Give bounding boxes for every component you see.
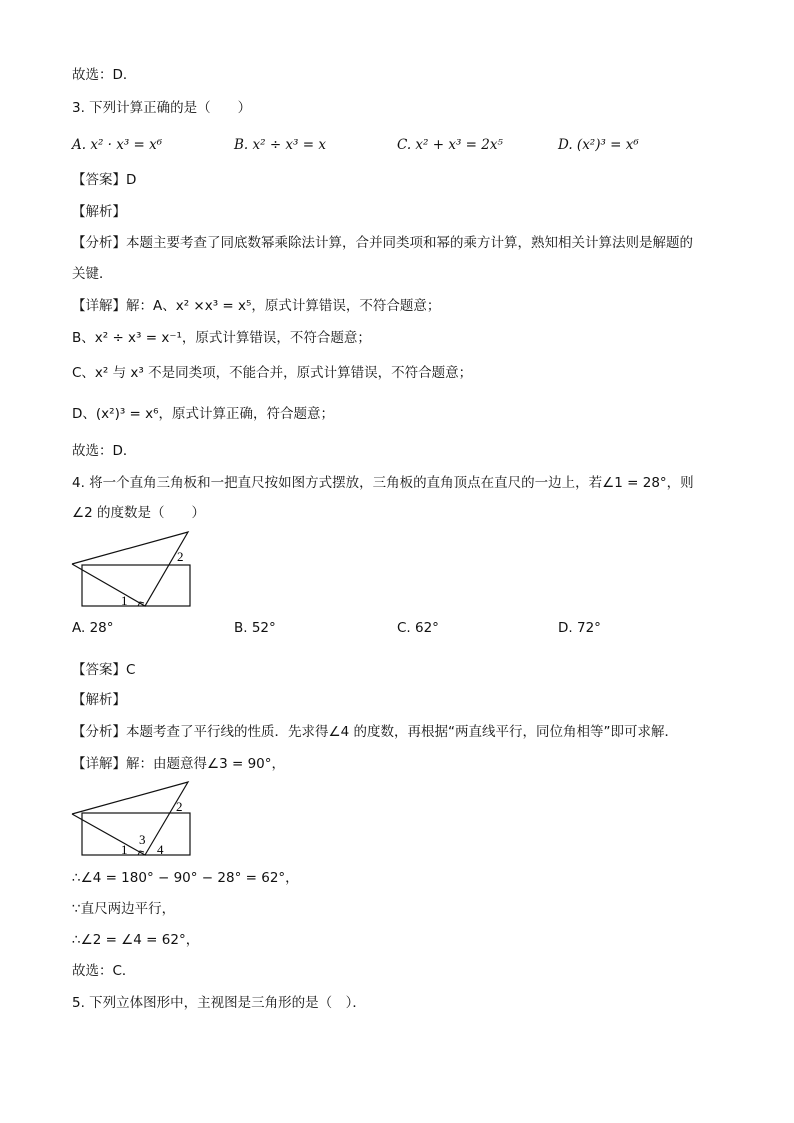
angle-3-label: 3	[139, 832, 146, 847]
q4-step-3: ∴∠2 = ∠4 = 62°，	[72, 932, 200, 948]
q3-answer: 【答案】D	[72, 172, 137, 188]
q3-option-b: B. x² ÷ x³ = x	[234, 137, 326, 153]
question-4-stem-line-2: ∠2 的度数是（ ）	[72, 505, 205, 521]
question-3-stem: 3. 下列计算正确的是（ ）	[72, 100, 252, 116]
ruler-rect	[82, 565, 190, 606]
question-4-solution-figure	[68, 778, 198, 858]
q3-option-c: C. x² + x³ = 2x⁵	[397, 137, 503, 153]
q3-detail-a: 【详解】解：A、x² ×x³ = x⁵，原式计算错误，不符合题意；	[72, 298, 441, 314]
angle-2-label-2: 2	[176, 799, 183, 814]
q4-answer: 【答案】C	[72, 662, 136, 678]
q4-option-a: A. 28°	[72, 620, 114, 636]
question-4-figure	[68, 528, 198, 610]
q3-analysis-heading: 【解析】	[72, 204, 126, 220]
q3-detail-c: C、x² 与 x³ 不是同类项，不能合并，原式计算错误，不符合题意；	[72, 365, 473, 381]
previous-answer-line: 故选：D．	[72, 67, 137, 83]
q3-analysis-line-2: 关键．	[72, 266, 113, 282]
q4-detail-line: 【详解】解：由题意得∠3 = 90°，	[72, 756, 286, 772]
q3-option-a: A. x² · x³ = x⁶	[72, 137, 163, 153]
triangle-outline-2	[72, 782, 188, 855]
ruler-rect-2	[82, 813, 190, 855]
q3-analysis-line-1: 【分析】本题主要考查了同底数幂乘除法计算，合并同类项和幂的乘方计算，熟知相关计算法则是解题的	[72, 235, 693, 251]
q4-analysis-heading: 【解析】	[72, 692, 126, 708]
q4-conclusion: 故选：C．	[72, 963, 136, 979]
q4-option-b: B. 52°	[234, 620, 276, 636]
q4-option-c: C. 62°	[397, 620, 439, 636]
q4-option-d: D. 72°	[558, 620, 601, 636]
angle-1-label: 1	[121, 593, 128, 608]
q4-step-2: ∵直尺两边平行，	[72, 901, 176, 917]
q4-step-1: ∴∠4 = 180° − 90° − 28° = 62°，	[72, 870, 299, 886]
question-4-stem-line-1: 4. 将一个直角三角板和一把直尺按如图方式摆放，三角板的直角顶点在直尺的一边上，若∠1 = 28°，则	[72, 475, 694, 491]
question-5-stem: 5. 下列立体图形中，主视图是三角形的是（ ）．	[72, 995, 366, 1011]
q3-conclusion: 故选：D．	[72, 443, 137, 459]
angle-1-label-2: 1	[121, 842, 128, 857]
q3-detail-d: D、(x²)³ = x⁶，原式计算正确，符合题意；	[72, 406, 335, 422]
q3-detail-b: B、x² ÷ x³ = x⁻¹，原式计算错误，不符合题意；	[72, 330, 371, 346]
angle-2-label: 2	[177, 549, 184, 564]
triangle-outline	[72, 532, 188, 606]
angle-4-label: 4	[157, 842, 164, 857]
q4-analysis-line: 【分析】本题考查了平行线的性质．先求得∠4 的度数，再根据“两直线平行，同位角相等”即可求解．	[72, 724, 678, 740]
q3-option-d: D. (x²)³ = x⁶	[558, 137, 639, 153]
